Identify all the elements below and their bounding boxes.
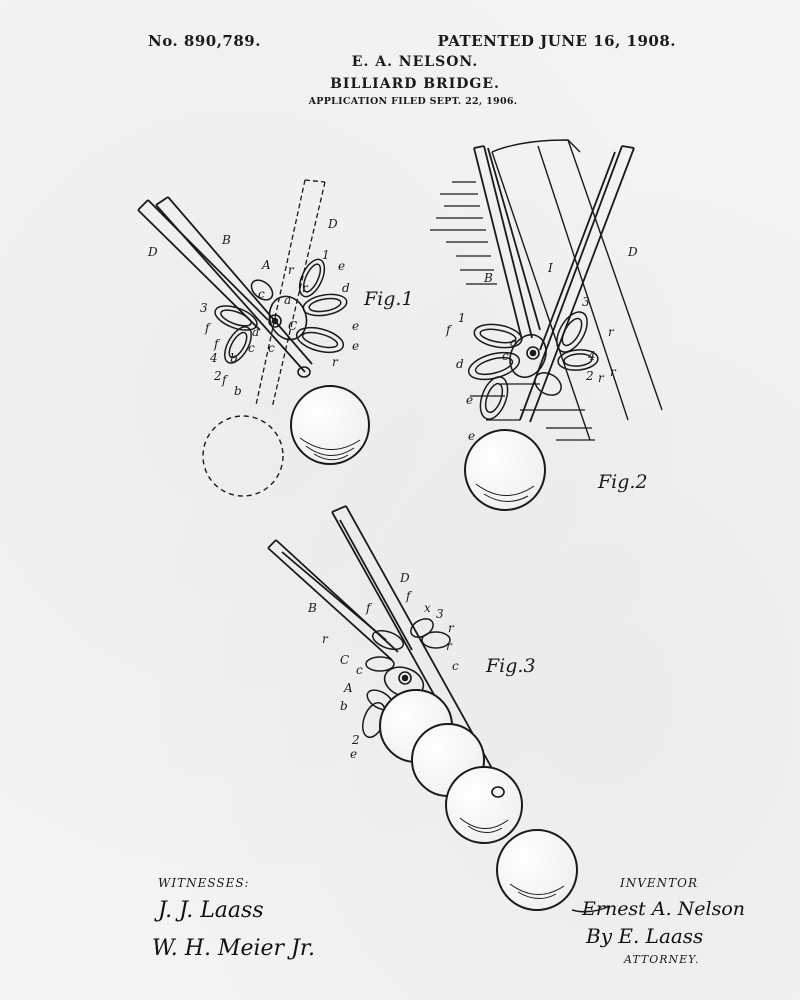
ref-letter: 1 [458,311,466,325]
fig1-bridge-rods [138,197,312,372]
ref-letter: 3 [582,295,590,309]
fig3-label: Fig.3 [486,655,536,677]
ref-letter: r [598,371,604,385]
fig1-reference-letters [147,217,359,398]
attorney-label: ATTORNEY. [624,953,700,966]
ref-letter: A [344,681,353,695]
fig1-dashed-ball [203,416,283,496]
invention-title: BILLIARD BRIDGE. [330,76,500,92]
ref-letter: B [222,233,231,247]
fig2-label: Fig.2 [598,471,648,493]
ref-letter: 2 [352,733,360,747]
ref-letter: x [424,601,431,615]
ref-letter: D [328,217,338,231]
ref-letter: 4 [588,349,596,363]
witness-signature-2: W. H. Meier Jr. [152,936,315,961]
ref-letter: D [400,571,410,585]
patent-number: No. 890,789. [148,32,261,50]
ref-letter: r [322,632,328,646]
fig2-hatching [430,182,595,440]
fig2-ball [465,430,545,510]
ref-letter: c [502,349,509,363]
witnesses-label: WITNESSES: [158,876,250,890]
ref-letter: C [340,653,350,667]
ref-letter: c [452,659,459,673]
application-filed-line: APPLICATION FILED SEPT. 22, 1906. [308,96,518,107]
ref-letter: a [284,293,292,307]
ref-letter: C [288,319,298,333]
ref-letter: e [352,339,360,353]
ref-letter: r [446,639,452,653]
ref-letter: f [222,373,227,387]
ref-letter: r [608,325,614,339]
ref-letter: 4 [210,351,218,365]
ref-letter: b [234,384,242,398]
ref-letter: B [308,601,317,615]
ref-letter: r [448,621,454,635]
ref-letter: r [302,281,308,295]
inventor-signature: Ernest A. Nelson [582,898,746,920]
fig1-label: Fig.1 [364,288,414,310]
ref-letter: e [352,319,360,333]
figure-2 [430,140,662,510]
ref-letter: c [356,663,363,677]
ref-letter: c [248,341,255,355]
ref-letter: D [148,245,158,259]
ref-letter: e [350,747,358,761]
ref-letter: f [446,323,451,337]
ref-letter: c [258,287,265,301]
ref-letter: a [252,325,260,339]
ref-letter: r [288,263,294,277]
fig2-bridge-rods [474,146,540,340]
witness-signature-1: J. J. Laass [158,898,264,923]
ref-letter: e [338,259,346,273]
ref-letter: D [628,245,638,259]
ref-letter: A [262,258,271,272]
ref-letter: b [340,699,348,713]
attorney-signature: By E. Laass [586,924,704,948]
ref-letter: 2 [586,369,594,383]
ref-letter: r [610,365,616,379]
ref-letter: d [456,357,464,371]
ref-letter: f [406,589,411,603]
ref-letter: 1 [322,248,330,262]
ref-letter: r [332,355,338,369]
patent-date: PATENTED JUNE 16, 1908. [437,32,676,50]
ref-letter: e [466,393,474,407]
ref-letter: c [268,341,275,355]
ref-letter: 2 [214,369,222,383]
ref-letter: f [366,601,371,615]
inventor-name: E. A. NELSON. [351,54,479,70]
ref-letter: f [205,321,210,335]
ref-letter: 3 [200,301,208,315]
ref-letter: d [342,281,350,295]
figure-3 [268,506,610,912]
ref-letter: f [214,337,219,351]
ref-letter: b [230,351,238,365]
ref-letter: e [468,429,476,443]
fig1-ball [291,386,369,464]
inventor-label: INVENTOR [620,876,699,890]
fig3-bridge-rods [268,540,398,660]
ref-letter: a [510,335,518,349]
fig3-balls [380,690,577,910]
ref-letter: B [484,271,493,285]
fig2-cushion [492,140,662,440]
ref-letter: 3 [436,607,444,621]
ref-letter: I [548,261,553,275]
